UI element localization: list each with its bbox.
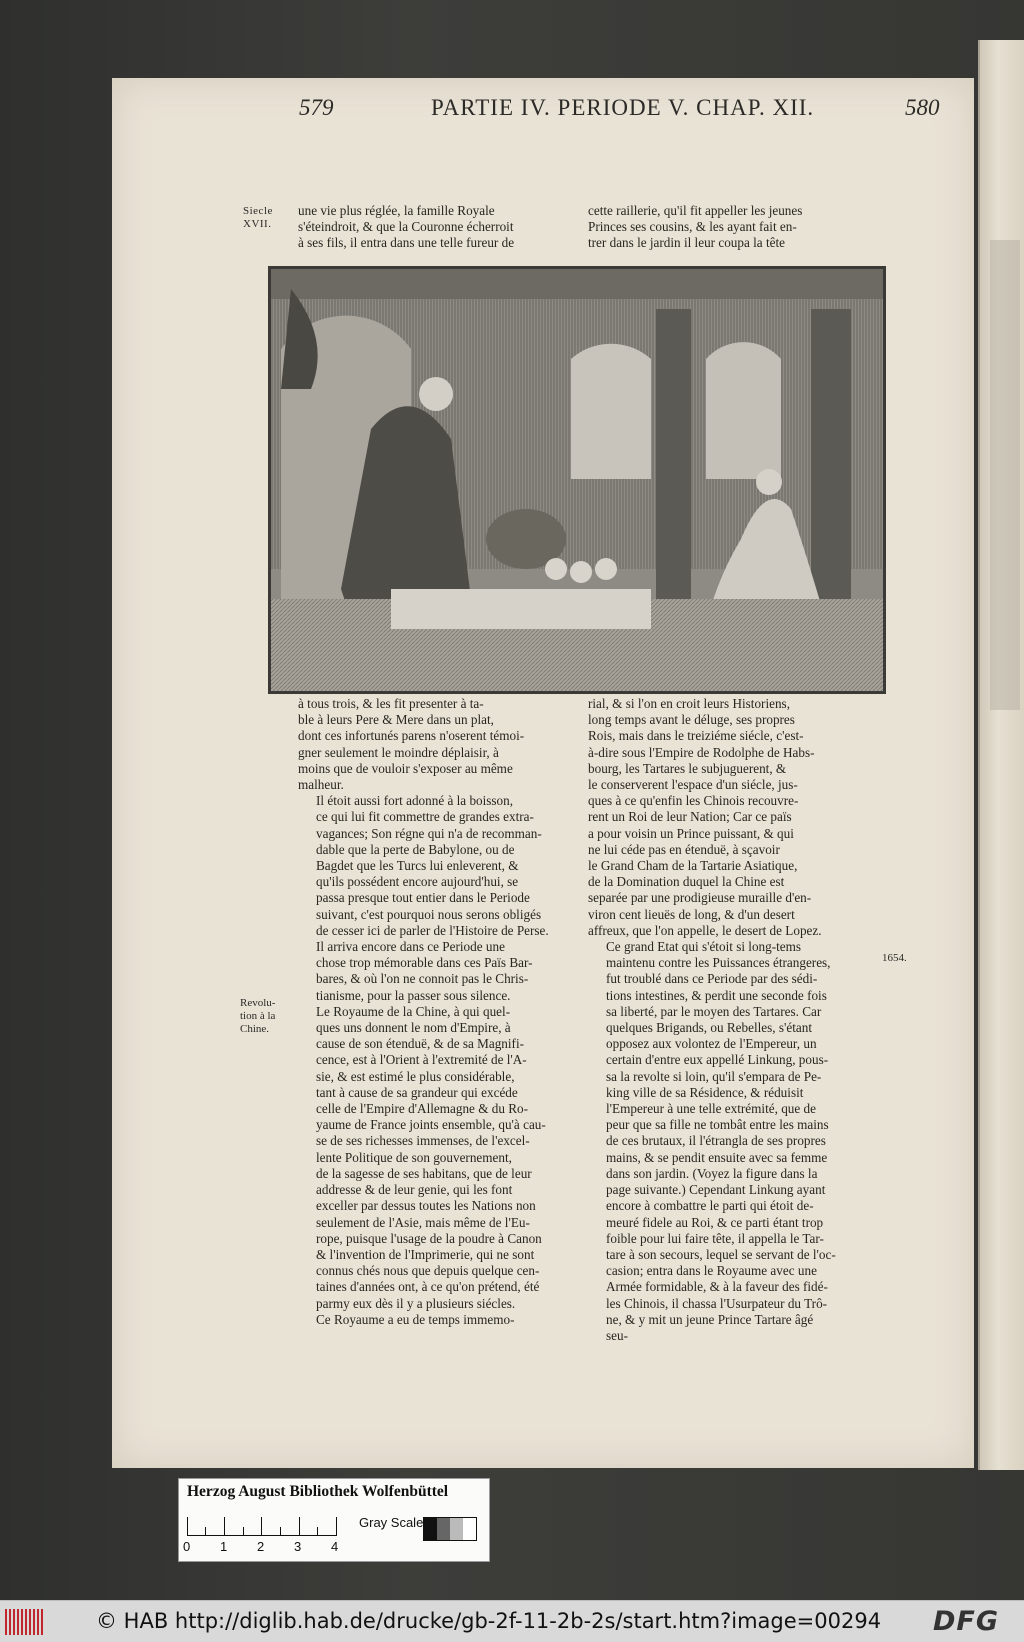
text-line: opposez aux volontez de l'Empereur, un: [606, 1036, 817, 1052]
dfg-logo: DFG: [933, 1606, 1000, 1637]
margin-note-line: tion à la: [240, 1010, 276, 1022]
text-line: lente Politique de son gouvernement,: [316, 1149, 512, 1165]
text-line: l'Empereur à une telle extrémité, que de: [606, 1101, 816, 1117]
scale-number: 0: [183, 1539, 191, 1554]
text-line: affreux, que l'on appelle, le desert de Lopez.: [588, 922, 822, 938]
text-line: qu'ils possédent encore aujourd'hui, se: [316, 874, 519, 890]
text-line: suivant, c'est pourquoi nous serons obligés: [316, 906, 542, 922]
text-line: cette raillerie, qu'il fit appeller les jeunes: [588, 203, 803, 218]
scale-ruler: [187, 1517, 337, 1536]
text-line: separée par une prodigieuse muraille d'en-: [588, 890, 812, 906]
text-line: s'éteindroit, & que la Couronne écherroit: [298, 219, 514, 235]
text-line: certain d'entre eux appellé Linkung, pous-: [606, 1052, 829, 1068]
text-line: passa presque tout entier dans le Periode: [316, 890, 530, 906]
text-line: dans son jardin. (Voyez la figure dans la: [606, 1165, 818, 1181]
margin-note-revolution: [240, 997, 275, 1036]
text-line: Ce grand Etat qui s'étoit si long-tems: [606, 939, 802, 955]
text-line: addresse & de leur genie, qui les font: [316, 1182, 513, 1198]
facing-page-edge: [978, 40, 1024, 1470]
text-line: à-dire sous l'Empire de Rodolphe de Habs-: [588, 744, 815, 760]
margin-note-line: Chine.: [240, 1023, 270, 1035]
text-line: moins que de vouloir s'exposer au même: [298, 760, 513, 776]
text-line: sie, & est estimé le plus considérable,: [316, 1068, 515, 1084]
text-line: taines d'années ont, à ce qu'on prétend, été: [316, 1279, 540, 1295]
text-line: fut troublé dans ce Periode par des sédi-: [606, 971, 818, 987]
paragraph: [298, 1004, 580, 1312]
library-name: Herzog August Bibliothek Wolfenbüttel: [187, 1483, 449, 1500]
text-line: bares, & où l'on ne connoit pas le Chris-: [316, 971, 529, 987]
scale-number: 4: [331, 1539, 339, 1554]
paragraph: [588, 696, 868, 939]
text-line: rope, puisque l'usage de la poudre à Canon: [316, 1230, 542, 1246]
text-line: yaume de France joints ensemble, qu'à cau-: [316, 1117, 546, 1133]
text-line: cence, est à l'Orient à l'extremité de l'A-: [316, 1052, 527, 1068]
text-line: de cesser ici de parler de l'Histoire de Perse.: [316, 922, 549, 938]
top-right-text: [588, 203, 866, 252]
text-line: page suivante.) Cependant Linkung ayant: [606, 1182, 826, 1198]
text-line: cause de son étenduë, & de sa Magnifi-: [316, 1036, 524, 1052]
text-line: Bagdet que les Turcs lui enleverent, &: [316, 858, 519, 874]
siecle-label: Siecle: [243, 205, 273, 217]
gray-scale-label: Gray Scale: [359, 1515, 424, 1530]
scale-number: 2: [257, 1539, 265, 1554]
text-line: ble à leurs Pere & Mere dans un plat,: [298, 712, 494, 728]
page-running-title: PARTIE IV. PERIODE V. CHAP. XII.: [431, 95, 815, 120]
text-line: de ces brutaux, il l'étrangla de ses propres: [606, 1133, 826, 1149]
text-line: long temps avant le déluge, ses propres: [588, 712, 795, 728]
text-line: gner seulement le moindre déplaisir, à: [298, 744, 499, 760]
text-line: viron cent lieuës de long, & d'un desert: [588, 906, 795, 922]
engraving-illustration: [268, 266, 886, 694]
text-line: exceller par dessus toutes les Nations non: [316, 1198, 536, 1214]
paragraph: [298, 939, 580, 1004]
page-number-left: 579: [299, 95, 334, 120]
scale-number: 1: [220, 1539, 228, 1554]
table: [391, 589, 651, 629]
text-line: ques uns donnent le nom d'Empire, à: [316, 1020, 511, 1036]
paragraph: [298, 793, 580, 939]
text-line: parmy eux dès il y a plusieurs siécles.: [316, 1295, 516, 1311]
text-line: Il arriva encore dans ce Periode une: [316, 939, 505, 955]
hab-logo-icon: [5, 1609, 45, 1635]
turban: [419, 377, 453, 411]
paragraph: [298, 696, 580, 793]
siecle-number: XVII.: [243, 218, 272, 230]
facing-page-shadow: [990, 240, 1020, 710]
text-line: meuré fidele au Roi, & ce parti étant trop: [606, 1214, 824, 1230]
text-line: Ce Royaume a eu de temps immemo-: [316, 1311, 515, 1327]
text-line: ce qui lui fit commettre de grandes extra-: [316, 809, 534, 825]
text-line: ne lui céde pas en étenduë, à sçavoir: [588, 841, 780, 857]
text-line: tare à son secours, lequel se servant de l'oc-: [606, 1246, 836, 1262]
column: [656, 309, 691, 609]
text-line: malheur.: [298, 777, 344, 793]
left-text-column: [298, 696, 580, 1328]
text-line: Rois, mais dans le treiziéme siécle, c'est-: [588, 728, 804, 744]
viewer-footer: [0, 1600, 1024, 1642]
text-line: connus chés nous que depuis quelque cen-: [316, 1263, 540, 1279]
margin-note-year: 1654.: [882, 952, 907, 964]
text-line: maintenu contre les Puissances étrangeres,: [606, 955, 831, 971]
text-line: Princes ses cousins, & les ayant fait en-: [588, 219, 797, 235]
text-line: à tous trois, & les fit presenter à ta-: [298, 696, 484, 711]
text-line: trer dans le jardin il leur coupa la tête: [588, 235, 785, 251]
text-line: les Chinois, il chassa l'Usurpateur du Trô-: [606, 1295, 828, 1311]
text-line: dable que la perte de Babylone, ou de: [316, 841, 515, 857]
margin-siecle: [243, 205, 273, 231]
text-line: quelques Brigands, ou Rebelles, s'étant: [606, 1020, 813, 1036]
page-number-right: 580: [905, 95, 940, 120]
scale-number: 3: [294, 1539, 302, 1554]
engraving-picture: [271, 269, 883, 691]
text-line: Armée formidable, & à la faveur des fidé-: [606, 1279, 828, 1295]
text-line: Il étoit aussi fort adonné à la boisson,: [316, 793, 514, 809]
text-line: mains, & se pendit ensuite avec sa femme: [606, 1149, 828, 1165]
text-line: seu-: [606, 1327, 628, 1343]
page-header: [185, 95, 940, 127]
paragraph: [588, 939, 868, 1344]
right-text-column: [588, 696, 868, 1344]
text-line: une vie plus réglée, la famille Royale: [298, 203, 495, 218]
text-line: casion; entra dans le Royaume avec une: [606, 1263, 817, 1279]
text-line: & l'invention de l'Imprimerie, qui ne sont: [316, 1246, 535, 1262]
text-line: a pour voisin un Prince puissant, & qui: [588, 825, 794, 841]
column-right: [811, 309, 851, 609]
text-line: chose trop mémorable dans ces Païs Bar-: [316, 955, 533, 971]
text-line: tianisme, pour la passer sous silence.: [316, 987, 511, 1003]
text-line: king ville de sa Résidence, & réduisit: [606, 1084, 804, 1100]
text-line: le conserverent l'espace d'un siécle, jus-: [588, 777, 798, 793]
text-line: le Grand Cham de la Tartarie Asiatique,: [588, 858, 798, 874]
text-line: se de ses richesses immenses, de l'excel-: [316, 1133, 530, 1149]
text-line: tions intestines, & perdit une seconde fois: [606, 987, 827, 1003]
text-line: encore à combattre le parti qui étoit de-: [606, 1198, 814, 1214]
text-line: ques à ce qu'enfin les Chinois recouvre-: [588, 793, 799, 809]
text-line: ne, & y mit un jeune Prince Tartare âgé: [606, 1311, 814, 1327]
library-stamp: [178, 1478, 490, 1562]
gray-scale-swatch: [423, 1517, 477, 1541]
margin-note-line: Revolu-: [240, 997, 276, 1009]
text-line: de la sagesse de ses habitans, que de leur: [316, 1165, 532, 1181]
text-line: à ses fils, il entra dans une telle fureur de: [298, 235, 515, 251]
text-line: tant à cause de sa grandeur qui excéde: [316, 1084, 518, 1100]
text-line: de la Domination duquel la Chine est: [588, 874, 785, 890]
text-line: rent un Roi de leur Nation; Car ce païs: [588, 809, 792, 825]
text-line: Le Royaume de la Chine, à qui quel-: [316, 1003, 511, 1019]
top-left-text: [298, 203, 580, 252]
text-line: vagances; Son régne qui n'a de recomman-: [316, 825, 542, 841]
text-line: peur que sa fille ne tombât entre les mains: [606, 1117, 829, 1133]
text-line: foible pour lui faire tête, il appella le Tar-: [606, 1230, 824, 1246]
text-line: sa liberté, par le moyen des Tartares. Car: [606, 1003, 822, 1019]
paragraph: [298, 1312, 580, 1328]
text-line: celle de l'Empire d'Allemagne & du Ro-: [316, 1101, 529, 1117]
text-line: seulement de l'Asie, mais même de l'Eu-: [316, 1214, 530, 1230]
text-line: sa la revolte si loin, qu'il s'empara de Pe-: [606, 1068, 822, 1084]
source-url-link[interactable]: © HAB http://diglib.hab.de/drucke/gb-2f-11-2b-2s/start.htm?image=00294: [96, 1609, 882, 1633]
text-line: bourg, les Tartares le subjuguerent, &: [588, 760, 787, 776]
text-line: dont ces infortunés parens n'oserent témoi-: [298, 728, 525, 744]
text-line: rial, & si l'on en croit leurs Historiens,: [588, 696, 790, 711]
